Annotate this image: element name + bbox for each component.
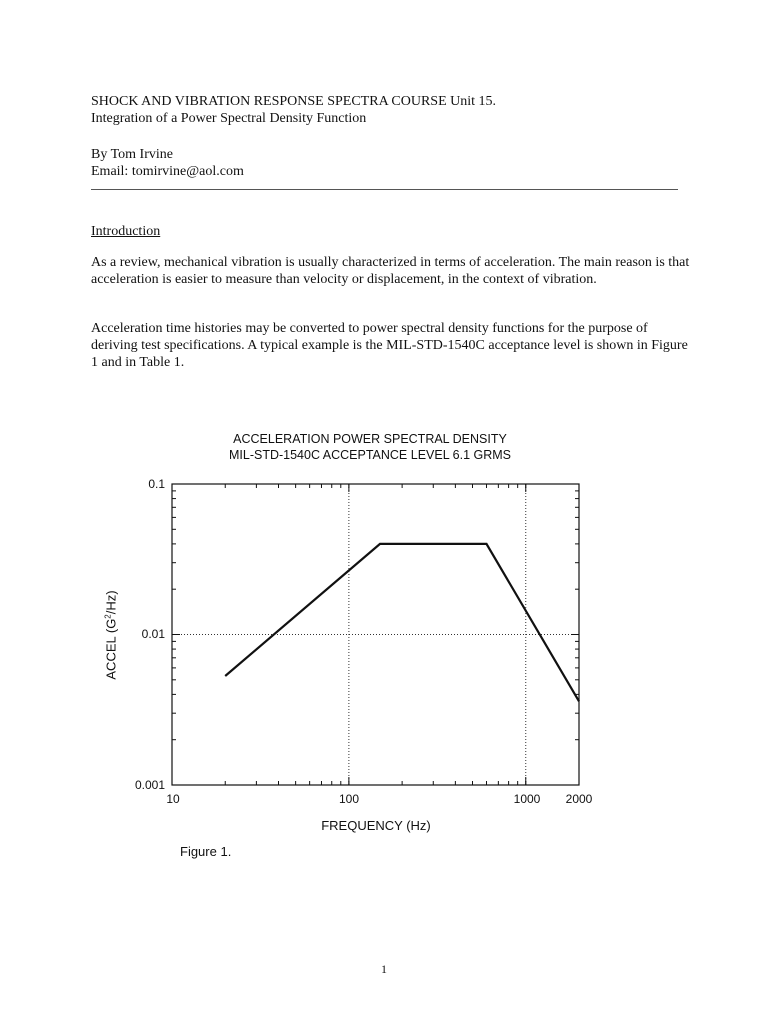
y-axis-label: ACCEL $(G^2/Hz)$	[103, 590, 119, 680]
author-line: By Tom Irvine	[91, 147, 173, 162]
y-tick-label-0.01: 0.01	[141, 627, 165, 641]
y-tick-label-0.001: 0.001	[134, 778, 165, 792]
x-tick-label-2000: 2000	[565, 792, 593, 806]
y-tick-label-0.1: 0.1	[148, 477, 165, 491]
email-line: Email: tomirvine@aol.com	[91, 164, 244, 179]
section-heading: Introduction	[91, 224, 161, 239]
document-subtitle: Integration of a Power Spectral Density Function	[91, 111, 367, 126]
x-tick-label-10: 10	[166, 792, 180, 806]
paragraph-2: Acceleration time histories may be converted to power spectral density functions for the purpose of deriving test specifications. A typical example is the MIL-STD-1540C acceptance level is shown in Figure 1 and in Table 1.	[91, 321, 688, 370]
course-title: SHOCK AND VIBRATION RESPONSE SPECTRA COURSE Unit 15.	[91, 94, 497, 109]
x-tick-label-1000: 1000	[513, 792, 541, 806]
x-tick-label-100: 100	[338, 792, 360, 806]
x-axis-label: FREQUENCY (Hz)	[321, 818, 431, 833]
figure-caption: Figure 1.	[180, 844, 232, 859]
chart-title: ACCELERATION POWER SPECTRAL DENSITY	[233, 432, 507, 446]
page-number: 1	[381, 962, 387, 976]
chart-subtitle: MIL-STD-1540C ACCEPTANCE LEVEL 6.1 GRMS	[228, 448, 512, 462]
paragraph-1: As a review, mechanical vibration is usually characterized in terms of acceleration. The main reason is that acceleration is easier to measure than velocity or displacement, in the context of vibration.	[91, 255, 690, 287]
